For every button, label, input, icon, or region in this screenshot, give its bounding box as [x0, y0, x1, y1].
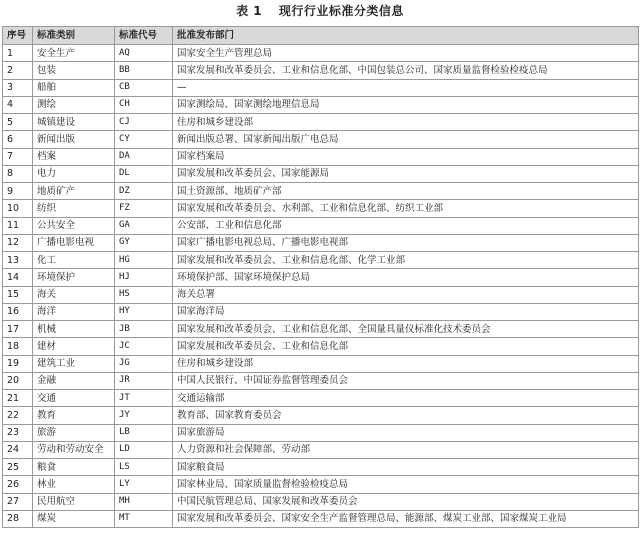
cell-department: 国家档案局 — [173, 148, 639, 165]
table-row — [3, 45, 639, 62]
cell-serial: 19 — [3, 355, 33, 372]
industry-standards-table — [2, 26, 639, 528]
cell-code: CJ — [115, 114, 173, 131]
cell-category: 煤炭 — [33, 510, 115, 527]
cell-code: BB — [115, 62, 173, 79]
cell-serial: 6 — [3, 131, 33, 148]
table-row — [3, 252, 639, 269]
cell-department: 中国人民银行、中国证券监督管理委员会 — [173, 372, 639, 389]
cell-serial: 15 — [3, 286, 33, 303]
cell-serial: 23 — [3, 424, 33, 441]
header-department: 批准发布部门 — [173, 27, 639, 45]
cell-department: 国家林业局、国家质量监督检验检疫总局 — [173, 476, 639, 493]
cell-department: 中国民航管理总局、国家发展和改革委员会 — [173, 493, 639, 510]
cell-department: 新闻出版总署、国家新闻出版广电总局 — [173, 131, 639, 148]
header-code: 标准代号 — [115, 27, 173, 45]
table-row — [3, 234, 639, 251]
cell-serial: 7 — [3, 148, 33, 165]
table-row — [3, 372, 639, 389]
cell-code: DL — [115, 165, 173, 182]
cell-category: 档案 — [33, 148, 115, 165]
cell-department: 人力资源和社会保障部、劳动部 — [173, 441, 639, 458]
table-row — [3, 510, 639, 527]
cell-serial: 10 — [3, 200, 33, 217]
cell-code: JY — [115, 407, 173, 424]
cell-code: JG — [115, 355, 173, 372]
cell-serial: 2 — [3, 62, 33, 79]
cell-category: 环境保护 — [33, 269, 115, 286]
cell-department: 国家发展和改革委员会、国家能源局 — [173, 165, 639, 182]
cell-category: 电力 — [33, 165, 115, 182]
cell-code: LB — [115, 424, 173, 441]
cell-serial: 4 — [3, 96, 33, 113]
cell-category: 粮食 — [33, 459, 115, 476]
table-row — [3, 269, 639, 286]
cell-serial: 1 — [3, 45, 33, 62]
cell-category: 海关 — [33, 286, 115, 303]
cell-serial: 11 — [3, 217, 33, 234]
cell-category: 地质矿产 — [33, 183, 115, 200]
table-row — [3, 441, 639, 458]
cell-code: MH — [115, 493, 173, 510]
cell-code: LS — [115, 459, 173, 476]
cell-category: 机械 — [33, 321, 115, 338]
table-row — [3, 165, 639, 182]
cell-category: 公共安全 — [33, 217, 115, 234]
cell-code: DA — [115, 148, 173, 165]
cell-category: 建筑工业 — [33, 355, 115, 372]
cell-serial: 17 — [3, 321, 33, 338]
cell-category: 船舶 — [33, 79, 115, 96]
cell-category: 包装 — [33, 62, 115, 79]
cell-department: 国家发展和改革委员会、工业和信息化部、化学工业部 — [173, 252, 639, 269]
cell-department: 国家海洋局 — [173, 303, 639, 320]
table-row — [3, 217, 639, 234]
cell-department: 公安部、工业和信息化部 — [173, 217, 639, 234]
cell-code: HS — [115, 286, 173, 303]
cell-code: AQ — [115, 45, 173, 62]
cell-category: 林业 — [33, 476, 115, 493]
table-title: 现行行业标准分类信息 — [278, 4, 404, 18]
cell-category: 民用航空 — [33, 493, 115, 510]
table-row — [3, 303, 639, 320]
cell-code: JB — [115, 321, 173, 338]
table-row — [3, 114, 639, 131]
cell-code: DZ — [115, 183, 173, 200]
cell-code: LY — [115, 476, 173, 493]
cell-code: JC — [115, 338, 173, 355]
cell-category: 广播电影电视 — [33, 234, 115, 251]
table-number: 表 1 — [236, 4, 263, 18]
table-row — [3, 200, 639, 217]
cell-serial: 18 — [3, 338, 33, 355]
cell-serial: 20 — [3, 372, 33, 389]
cell-code: HJ — [115, 269, 173, 286]
table-row — [3, 321, 639, 338]
cell-code: JT — [115, 390, 173, 407]
cell-department: 国家发展和改革委员会、国家安全生产监督管理总局、能源部、煤炭工业部、国家煤炭工业局 — [173, 510, 639, 527]
cell-department: 国家发展和改革委员会、工业和信息化部、全国量具量仪标准化技术委员会 — [173, 321, 639, 338]
table-row — [3, 96, 639, 113]
cell-department: 国家发展和改革委员会、工业和信息化部 — [173, 338, 639, 355]
table-row — [3, 183, 639, 200]
cell-category: 建材 — [33, 338, 115, 355]
cell-serial: 12 — [3, 234, 33, 251]
cell-serial: 22 — [3, 407, 33, 424]
cell-code: LD — [115, 441, 173, 458]
header-category: 标准类别 — [33, 27, 115, 45]
cell-serial: 21 — [3, 390, 33, 407]
table-row — [3, 131, 639, 148]
cell-code: GA — [115, 217, 173, 234]
header-serial: 序号 — [3, 27, 33, 45]
cell-department: 交通运输部 — [173, 390, 639, 407]
cell-code: CB — [115, 79, 173, 96]
table-row — [3, 476, 639, 493]
cell-department: 国家测绘局、国家测绘地理信息局 — [173, 96, 639, 113]
cell-serial: 3 — [3, 79, 33, 96]
cell-serial: 5 — [3, 114, 33, 131]
cell-department: 海关总署 — [173, 286, 639, 303]
cell-serial: 9 — [3, 183, 33, 200]
cell-code: FZ — [115, 200, 173, 217]
cell-category: 城镇建设 — [33, 114, 115, 131]
cell-category: 安全生产 — [33, 45, 115, 62]
cell-department: 住房和城乡建设部 — [173, 114, 639, 131]
cell-code: MT — [115, 510, 173, 527]
table-body — [3, 45, 639, 528]
cell-department: 住房和城乡建设部 — [173, 355, 639, 372]
cell-category: 交通 — [33, 390, 115, 407]
cell-serial: 14 — [3, 269, 33, 286]
table-row — [3, 79, 639, 96]
cell-serial: 16 — [3, 303, 33, 320]
table-row — [3, 62, 639, 79]
table-row — [3, 424, 639, 441]
table-row — [3, 459, 639, 476]
cell-category: 化工 — [33, 252, 115, 269]
cell-department: 国家粮食局 — [173, 459, 639, 476]
cell-category: 新闻出版 — [33, 131, 115, 148]
cell-code: CH — [115, 96, 173, 113]
table-row — [3, 407, 639, 424]
cell-serial: 13 — [3, 252, 33, 269]
cell-department: 国家旅游局 — [173, 424, 639, 441]
cell-department: 国家安全生产管理总局 — [173, 45, 639, 62]
cell-department: 教育部、国家教育委员会 — [173, 407, 639, 424]
cell-serial: 24 — [3, 441, 33, 458]
cell-category: 劳动和劳动安全 — [33, 441, 115, 458]
table-row — [3, 148, 639, 165]
cell-code: HG — [115, 252, 173, 269]
cell-department: 国家发展和改革委员会、水利部、工业和信息化部、纺织工业部 — [173, 200, 639, 217]
cell-serial: 8 — [3, 165, 33, 182]
cell-code: JR — [115, 372, 173, 389]
cell-department: 环境保护部、国家环境保护总局 — [173, 269, 639, 286]
table-row — [3, 390, 639, 407]
table-row — [3, 355, 639, 372]
cell-serial: 25 — [3, 459, 33, 476]
table-row — [3, 493, 639, 510]
cell-code: CY — [115, 131, 173, 148]
cell-department: 国家发展和改革委员会、工业和信息化部、中国包装总公司、国家质量监督检验检疫总局 — [173, 62, 639, 79]
cell-code: GY — [115, 234, 173, 251]
cell-category: 纺织 — [33, 200, 115, 217]
cell-category: 旅游 — [33, 424, 115, 441]
cell-code: HY — [115, 303, 173, 320]
cell-serial: 26 — [3, 476, 33, 493]
cell-department: 国家广播电影电视总局、广播电影电视部 — [173, 234, 639, 251]
cell-category: 金融 — [33, 372, 115, 389]
cell-category: 教育 — [33, 407, 115, 424]
table-caption — [0, 0, 640, 26]
cell-category: 测绘 — [33, 96, 115, 113]
table-header-row — [3, 27, 639, 45]
cell-department: 国土资源部、地质矿产部 — [173, 183, 639, 200]
cell-serial: 28 — [3, 510, 33, 527]
table-row — [3, 338, 639, 355]
cell-serial: 27 — [3, 493, 33, 510]
table-row — [3, 286, 639, 303]
cell-department: — — [173, 79, 639, 96]
cell-category: 海洋 — [33, 303, 115, 320]
